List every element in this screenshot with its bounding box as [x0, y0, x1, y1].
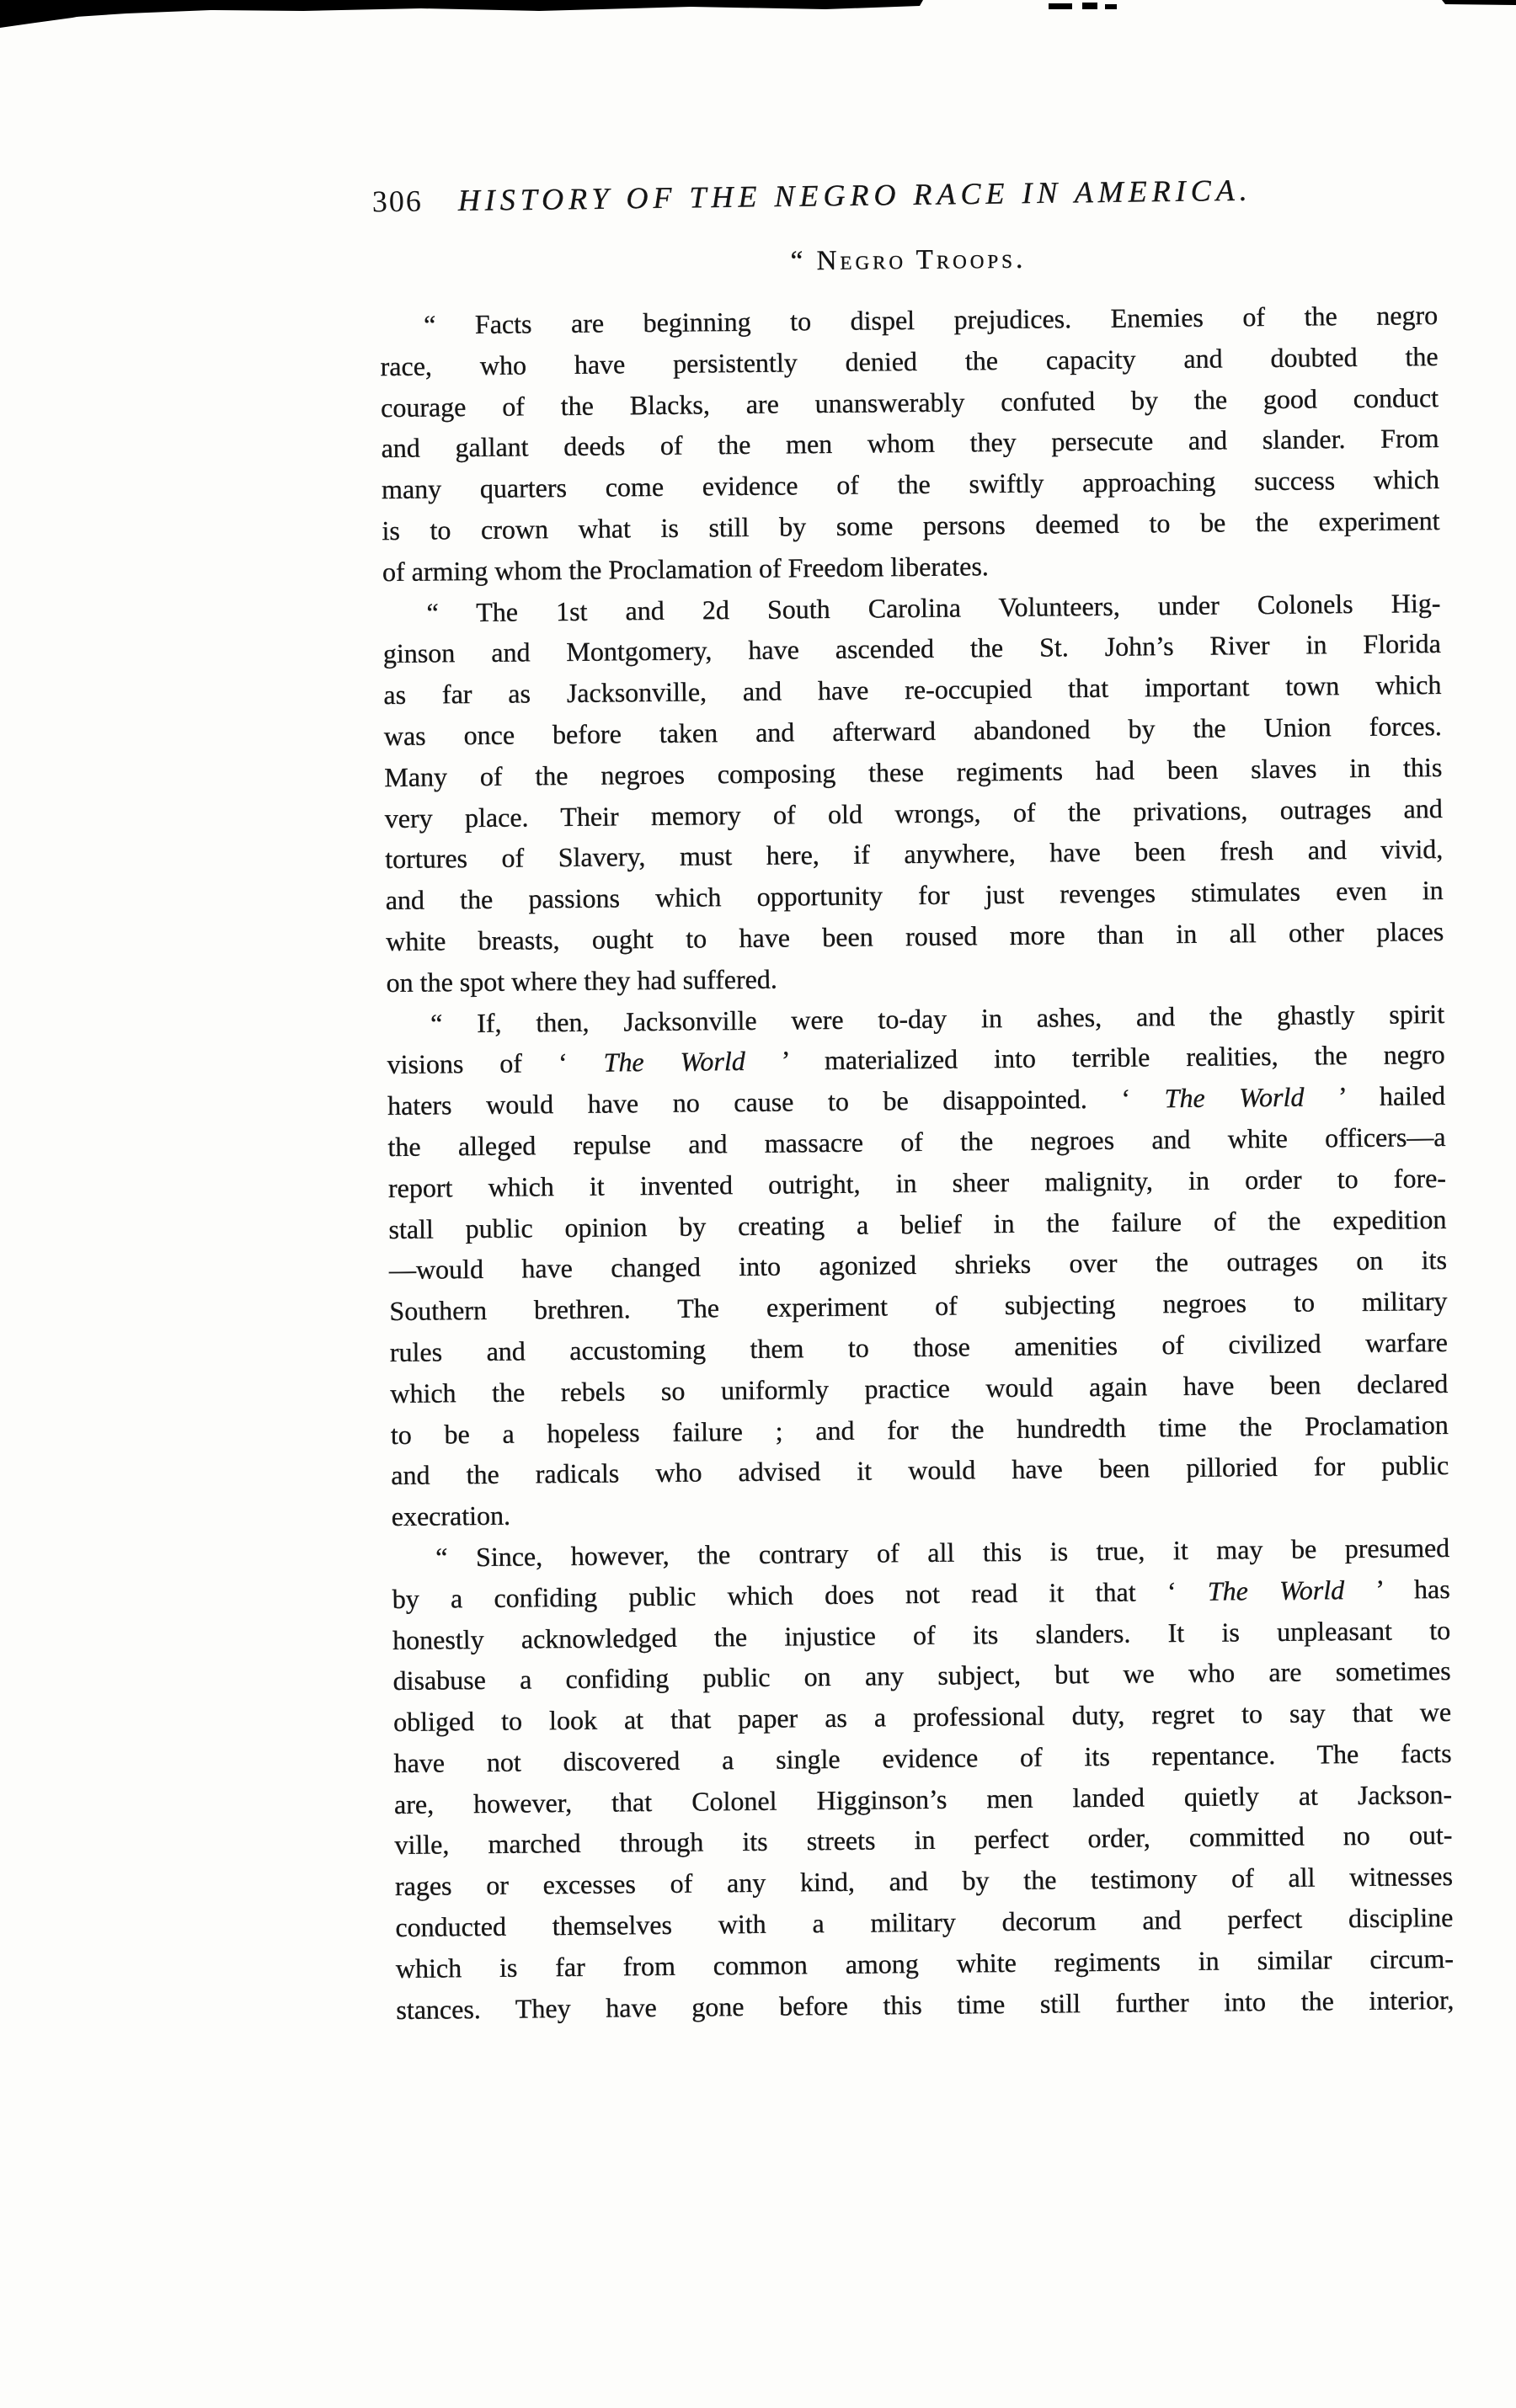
text-segment: and the radicals who advised it would have been pilloried for public	[391, 1450, 1449, 1491]
text-segment: and gallant deeds of the men whom they persecute and slander. From	[381, 423, 1439, 464]
text-segment: by a confiding public which does not read it that ‘	[392, 1575, 1209, 1614]
text-segment: race, who have persistently denied the capacity and doubted the	[380, 340, 1439, 381]
text-segment: disabuse a confiding public on any subject, but we who are sometimes	[392, 1655, 1451, 1697]
text-segment: ’ hailed	[1304, 1080, 1446, 1112]
italic-text: The World	[603, 1046, 745, 1078]
text-segment: —would have changed into agonized shrieks over the outrages on its	[388, 1244, 1448, 1286]
text-segment: on the spot where they had suffered.	[386, 963, 777, 998]
text-segment: white breasts, ought to have been roused more than in all other places	[386, 915, 1444, 957]
text-segment: stances. They have gone before this time still further into the interior,	[396, 1984, 1455, 2025]
text-segment: very place. Their memory of old wrongs, of the privations, outrages and	[384, 792, 1443, 834]
text-segment: rages or excesses of any kind, and by the testimony of all witnesses	[394, 1861, 1454, 1902]
text-segment: obliged to look at that paper as a professional duty, regret to say that we	[392, 1697, 1452, 1738]
text-segment: is to crown what is still by some persons deemed to be the experiment	[382, 505, 1440, 546]
text-segment: ville, marched through its streets in perfect order, committed no out-	[394, 1819, 1453, 1861]
text-segment: stall public opinion by creating a belief in the failure of the expedition	[388, 1203, 1447, 1244]
text-segment: “ The 1st and 2d South Carolina Volunteers, under Colonels Hig-	[426, 587, 1441, 628]
text-segment: rules and accustoming them to those amenities of civilized warfare	[389, 1326, 1449, 1367]
italic-text: The World	[1207, 1574, 1345, 1606]
text-segment: have not discovered a single evidence of its repentance. The facts	[393, 1737, 1452, 1778]
text-segment: execration.	[391, 1500, 511, 1532]
paragraph	[382, 583, 1444, 1004]
text-segment: Southern brethren. The experiment of subjecting negroes to military	[389, 1286, 1448, 1327]
running-header	[372, 170, 1433, 219]
text-segment: are, however, that Colonel Higginson’s men landed quietly at Jackson-	[393, 1778, 1453, 1819]
section-heading: “ Negro Troops.	[790, 243, 1027, 277]
text-segment: ginson and Montgomery, have ascended the St. John’s River in Florida	[382, 628, 1442, 669]
page-number: 306	[371, 184, 424, 219]
text-segment: and the passions which opportunity for just revenges stimulates even in	[385, 875, 1444, 916]
text-segment: “ Facts are beginning to dispel prejudices. Enemies of the negro	[424, 300, 1439, 340]
text-segment: tortures of Slavery, must here, if anywhere, have been fresh and vivid,	[385, 834, 1444, 875]
text-segment: honestly acknowledged the injustice of its slanders. It is unpleasant to	[392, 1614, 1451, 1655]
running-title: HISTORY OF THE NEGRO RACE IN AMERICA.	[457, 173, 1252, 218]
text-segment: haters would have no cause to be disappointed. ‘	[387, 1083, 1165, 1121]
text-segment: as far as Jacksonville, and have re-occupied that important town which	[383, 669, 1442, 711]
text-segment: the alleged repulse and massacre of the negroes and white officers—a	[387, 1121, 1446, 1162]
text-segment: visions of ‘	[387, 1047, 604, 1080]
text-segment: to be a hopeless failure ; and for the hundredth time the Proclamation	[390, 1409, 1449, 1450]
text-segment: ’ has	[1343, 1573, 1450, 1605]
italic-text: The World	[1164, 1081, 1305, 1114]
text-segment: which the rebels so uniformly practice would again have been declared	[390, 1367, 1449, 1409]
text-segment: conducted themselves with a military decorum and perfect discipline	[395, 1902, 1454, 1943]
text-segment: report which it invented outright, in sheer malignity, in order to fore-	[387, 1162, 1447, 1203]
page-body	[380, 295, 1455, 2030]
text-segment: “ If, then, Jacksonville were to-day in ashes, and the ghastly spirit	[430, 998, 1445, 1039]
text-segment: ’ materialized into terrible realities, the negro	[745, 1039, 1445, 1077]
text-segment: Many of the negroes composing these regiments had been slaves in this	[384, 751, 1443, 792]
text-segment: of arming whom the Proclamation of Freedom liberates.	[382, 550, 989, 587]
text-segment: which is far from common among white regiments in similar circum-	[395, 1942, 1455, 1984]
paragraph	[380, 295, 1440, 593]
paragraph	[387, 994, 1449, 1537]
text-segment: courage of the Blacks, are unanswerably confuted by the good conduct	[380, 381, 1439, 423]
text-segment: many quarters come evidence of the swiftly approaching success which	[381, 464, 1440, 505]
paragraph	[392, 1527, 1455, 2031]
text-segment: was once before taken and afterward abandoned by the Union forces.	[383, 710, 1442, 752]
text-segment: “ Since, however, the contrary of all this is true, it may be presumed	[435, 1532, 1450, 1573]
